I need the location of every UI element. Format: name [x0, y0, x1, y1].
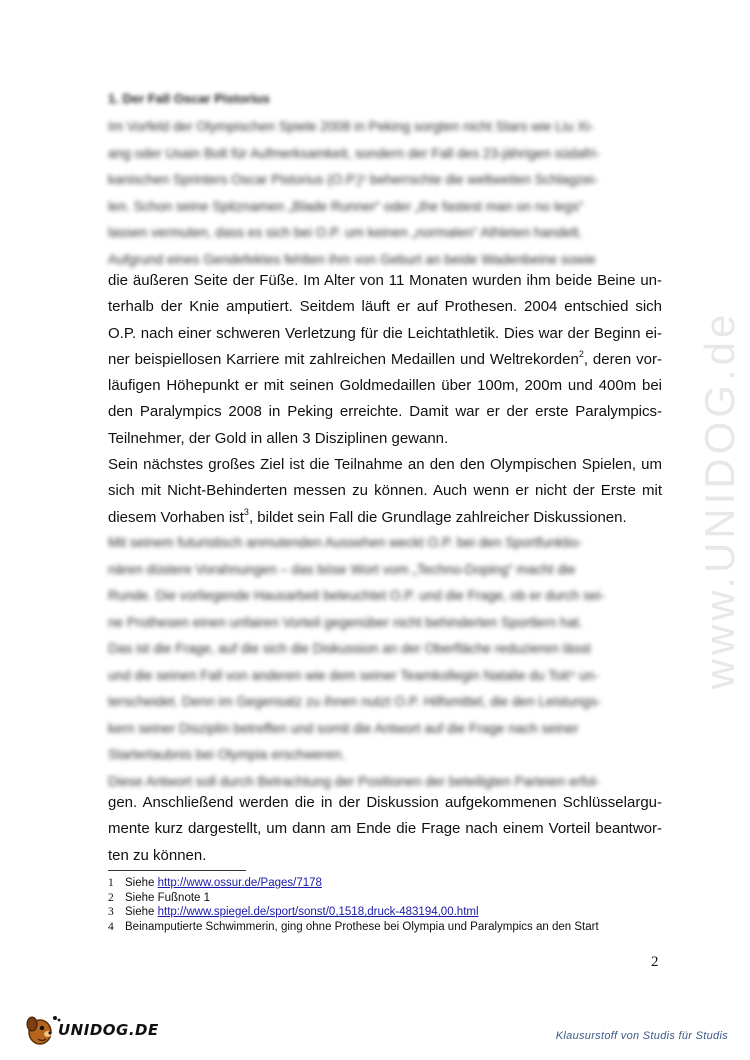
text-line: sich mit Nicht-Behinderten messen zu können. Auch wenn er nicht der Erste mit [108, 482, 662, 500]
blurred-line: kanischen Sprinters Oscar Pistorius (O.P.)¹ beherrschte die weltweiten Schlagzei- [108, 172, 599, 187]
text-line: mente kurz dargestellt, um dann am Ende die Frage nach einem Vorteil beantwor- [108, 820, 662, 838]
blurred-line: Runde. Die vorliegende Hausarbeit beleuchtet O.P. und die Frage, ob er durch sei- [108, 588, 605, 603]
text-line: die äußeren Seite der Füße. Im Alter von 11 Monaten wurden ihm beide Beine un- [108, 272, 662, 289]
middle-paragraph-blurred [108, 530, 662, 795]
goal-paragraph [108, 452, 662, 531]
blurred-line: ang oder Usain Bolt für Aufmerksamkeit, sondern der Fall des 23-jährigen südafri- [108, 145, 600, 161]
blurred-line: Das ist die Frage, auf die sich die Diskussion an der Oberfläche reduzieren lässt [108, 641, 591, 656]
text-line: Sein nächstes großes Ziel ist die Teilnahme an den den Olympischen Spielen, um [108, 456, 662, 473]
text-line: O.P. nach einer schweren Verletzung für die Leichtathletik. Dies war der Beginn ei- [108, 324, 662, 342]
blurred-line: kern seiner Disziplin betreffen und somit die Antwort auf die Frage nach seiner [108, 720, 579, 736]
footnote-number: 3 [108, 906, 114, 918]
footnote [108, 876, 668, 891]
logo-text: UNIDOG.DE [58, 1021, 159, 1039]
footnote-text: Siehe [125, 877, 158, 889]
blurred-line: terscheidet. Denn im Gegensatz zu ihnen nutzt O.P. Hilfsmittel, die den Leistungs- [108, 694, 602, 709]
footnote-number: 2 [108, 891, 114, 904]
section-heading: 1. Der Fall Oscar Pistorius [108, 91, 270, 106]
intro-paragraph-clear [108, 268, 662, 452]
intro-paragraph-blurred [108, 114, 662, 273]
blurred-line: und die seinen Fall von anderen wie dem seiner Teamkollegin Natalie du Toit⁴ un- [108, 667, 599, 683]
footnote [108, 920, 668, 935]
unidog-logo[interactable] [24, 1008, 164, 1048]
page-number: 2 [651, 954, 659, 970]
text-span: , bildet sein Fall die Grundlage zahlreicher Diskussionen. [248, 508, 627, 526]
watermark-text: www.UNIDOG.de [696, 310, 743, 690]
footnote-text: Beinamputierte Schwimmerin, ging ohne Prothese bei Olympia und Paralympics an den Start [125, 920, 599, 933]
text-span: ner beispiellosen Karriere mit zahlreichen Medaillen und Weltrekorden [108, 350, 579, 368]
text-line: terhalb der Knie amputiert. Seitdem läuft er auf Prothesen. 2004 entschied sich [108, 298, 662, 316]
footnote-divider [108, 870, 246, 871]
blurred-line: nären düstere Vorahnungen – das böse Wort vom „Techno-Doping“ macht die [108, 561, 576, 577]
footnote-text: Siehe [125, 906, 158, 918]
footnote-link[interactable]: http://www.spiegel.de/sport/sonst/0,1518,druck-483194,00.html [157, 906, 479, 918]
blurred-line: len. Schon seine Spitznamen „Blade Runner“ oder „the fastest man on no legs“ [108, 198, 584, 214]
footnote [108, 905, 668, 920]
blurred-line: lassen vermuten, dass es sich bei O.P. um keinen „normalen“ Athleten handelt. [108, 225, 583, 240]
text-line: läufigen Höhepunkt er mit seinen Goldmedaillen über 100m, 200m und 400m bei [108, 377, 662, 395]
blurred-line: Starterlaubnis bei Olympia erschweren. [108, 747, 346, 762]
footnote-link[interactable]: http://www.ossur.de/Pages/7178 [157, 877, 322, 889]
blurred-line: ne Prothesen einen unfairen Vorteil gegenüber nicht behinderten Sportlern hat. [108, 614, 583, 630]
text-line: gen. Anschließend werden die in der Diskussion aufgekommenen Schlüsselargu- [108, 794, 662, 811]
blurred-line: Mit seinem futuristisch anmutenden Aussehen weckt O.P. bei den Sportfunktio- [108, 535, 583, 550]
text-span: , deren vor- [583, 350, 662, 368]
blurred-line: Aufgrund eines Gendefektes fehlten ihm von Geburt an beide Wadenbeine sowie [108, 251, 596, 267]
footnotes [108, 876, 668, 934]
footnote [108, 891, 668, 906]
text-line [108, 347, 662, 373]
footnote-number: 4 [108, 920, 114, 933]
footnote-ref: 2 [578, 348, 584, 359]
text-line: ten zu können. [108, 846, 207, 864]
footnote-number: 1 [108, 877, 114, 889]
tagline: Klausurstoff von Studis für Studis [555, 1030, 728, 1042]
blurred-line: Diese Antwort soll durch Betrachtung der Positionen der beteiligten Parteien erfol- [108, 773, 600, 789]
footnote-text: Siehe Fußnote 1 [125, 891, 211, 904]
text-span: diesem Vorhaben ist [108, 508, 244, 526]
text-line [108, 505, 662, 531]
footnote-ref: 3 [243, 506, 249, 517]
text-line: den Paralympics 2008 in Peking erreichte. Damit war er der erste Paralympics- [108, 403, 662, 421]
text-line: Teilnehmer, der Gold in allen 3 Disziplinen gewann. [108, 429, 449, 447]
blurred-line: Im Vorfeld der Olympischen Spiele 2008 in Peking sorgten nicht Stars wie Liu Xi- [108, 119, 594, 134]
closing-paragraph [108, 790, 662, 869]
